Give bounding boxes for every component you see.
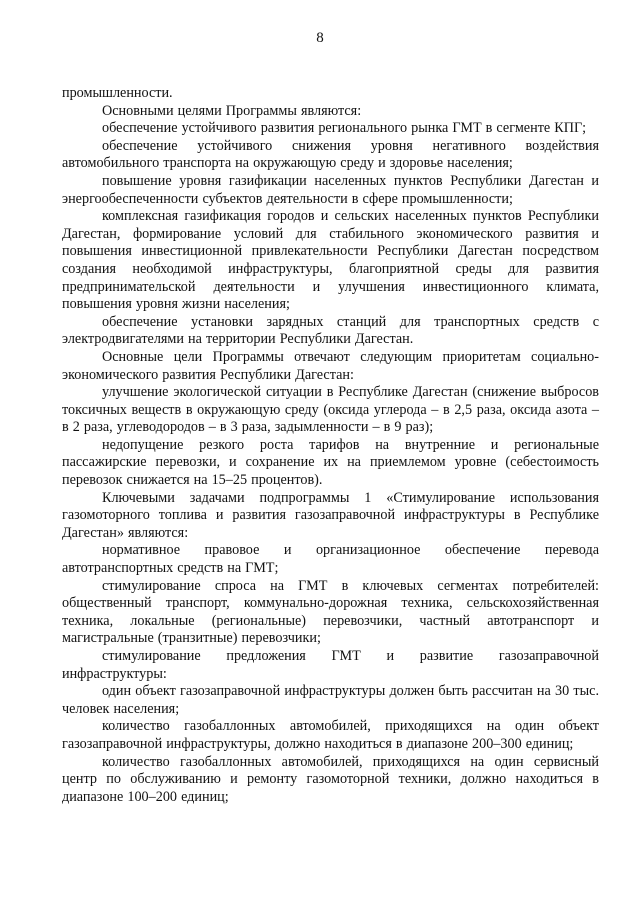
paragraph: Основные цели Программы отвечают следующим приоритетам социально-экономического развития Республики Дагестан:	[62, 348, 599, 383]
paragraph: комплексная газификация городов и сельских населенных пунктов Республики Дагестан, формирование условий для стабильного экономического развития и повышения инвестиционной привлекательности Республики Дагестан посредством создания необходимой инфраструктуры, благоприятной среды для развития предпринимательской деятельности и улучшения инвестиционного климата, повышения уровня жизни населения;	[62, 208, 599, 313]
paragraph: количество газобаллонных автомобилей, приходящихся на один объект газозаправочной инфраструктуры, должно находиться в диапазоне 200–300 единиц;	[62, 718, 599, 752]
paragraph: нормативное правовое и организационное обеспечение перевода автотранспортных средств на ГМТ;	[62, 542, 599, 577]
paragraph: обеспечение устойчивого развития регионального рынка ГМТ в сегменте КПГ;	[102, 120, 587, 137]
paragraph: стимулирование спроса на ГМТ в ключевых сегментах потребителей: общественный транспорт, коммунально-дорожная техника, сельскохозяйственная техника, локальные (региональные) перевозчики, частный автотранспорт и магистральные (транзитные) перевозчики;	[62, 577, 599, 647]
paragraph: недопущение резкого роста тарифов на внутренние и региональные пассажирские перевозки, и сохранение их на приемлемом уровне (себестоимость перевозок снижается на 15–25 процентов).	[62, 436, 599, 489]
paragraph: улучшение экологической ситуации в Республике Дагестан (снижение выбросов токсичных веществ в окружающую среду (оксида углерода – в 2,5 раза, оксида азота – в 2 раза, углеводородов – в 3 раза, задымленности – в 9 раз);	[62, 384, 599, 436]
page-number: 8	[316, 30, 324, 46]
paragraph: количество газобаллонных автомобилей, приходящихся на один сервисный центр по обслуживанию и ремонту газомоторной техники, должно находиться в диапазоне 100–200 единиц;	[62, 753, 599, 805]
paragraph: повышение уровня газификации населенных пунктов Республики Дагестан и энергообеспеченности субъектов деятельности в сфере промышленности;	[62, 172, 599, 207]
paragraph: обеспечение установки зарядных станций для транспортных средств с электродвигателями на территории Республики Дагестан.	[62, 313, 599, 348]
paragraph: Ключевыми задачами подпрограммы 1 «Стимулирование использования газомоторного топлива и развития газозаправочной инфраструктуры в Республике Дагестан» являются:	[62, 489, 599, 541]
paragraph: промышленности.	[62, 85, 173, 101]
paragraph: обеспечение устойчивого снижения уровня негативного воздействия автомобильного транспорта на окружающую среду и здоровье населения;	[62, 137, 599, 172]
paragraph: Основными целями Программы являются:	[102, 102, 362, 119]
paragraph: стимулирование предложения ГМТ и развитие газозаправочной инфраструктуры:	[62, 648, 599, 682]
paragraph: один объект газозаправочной инфраструктуры должен быть рассчитан на 30 тыс. человек населения;	[62, 683, 599, 717]
document-body	[62, 85, 599, 806]
